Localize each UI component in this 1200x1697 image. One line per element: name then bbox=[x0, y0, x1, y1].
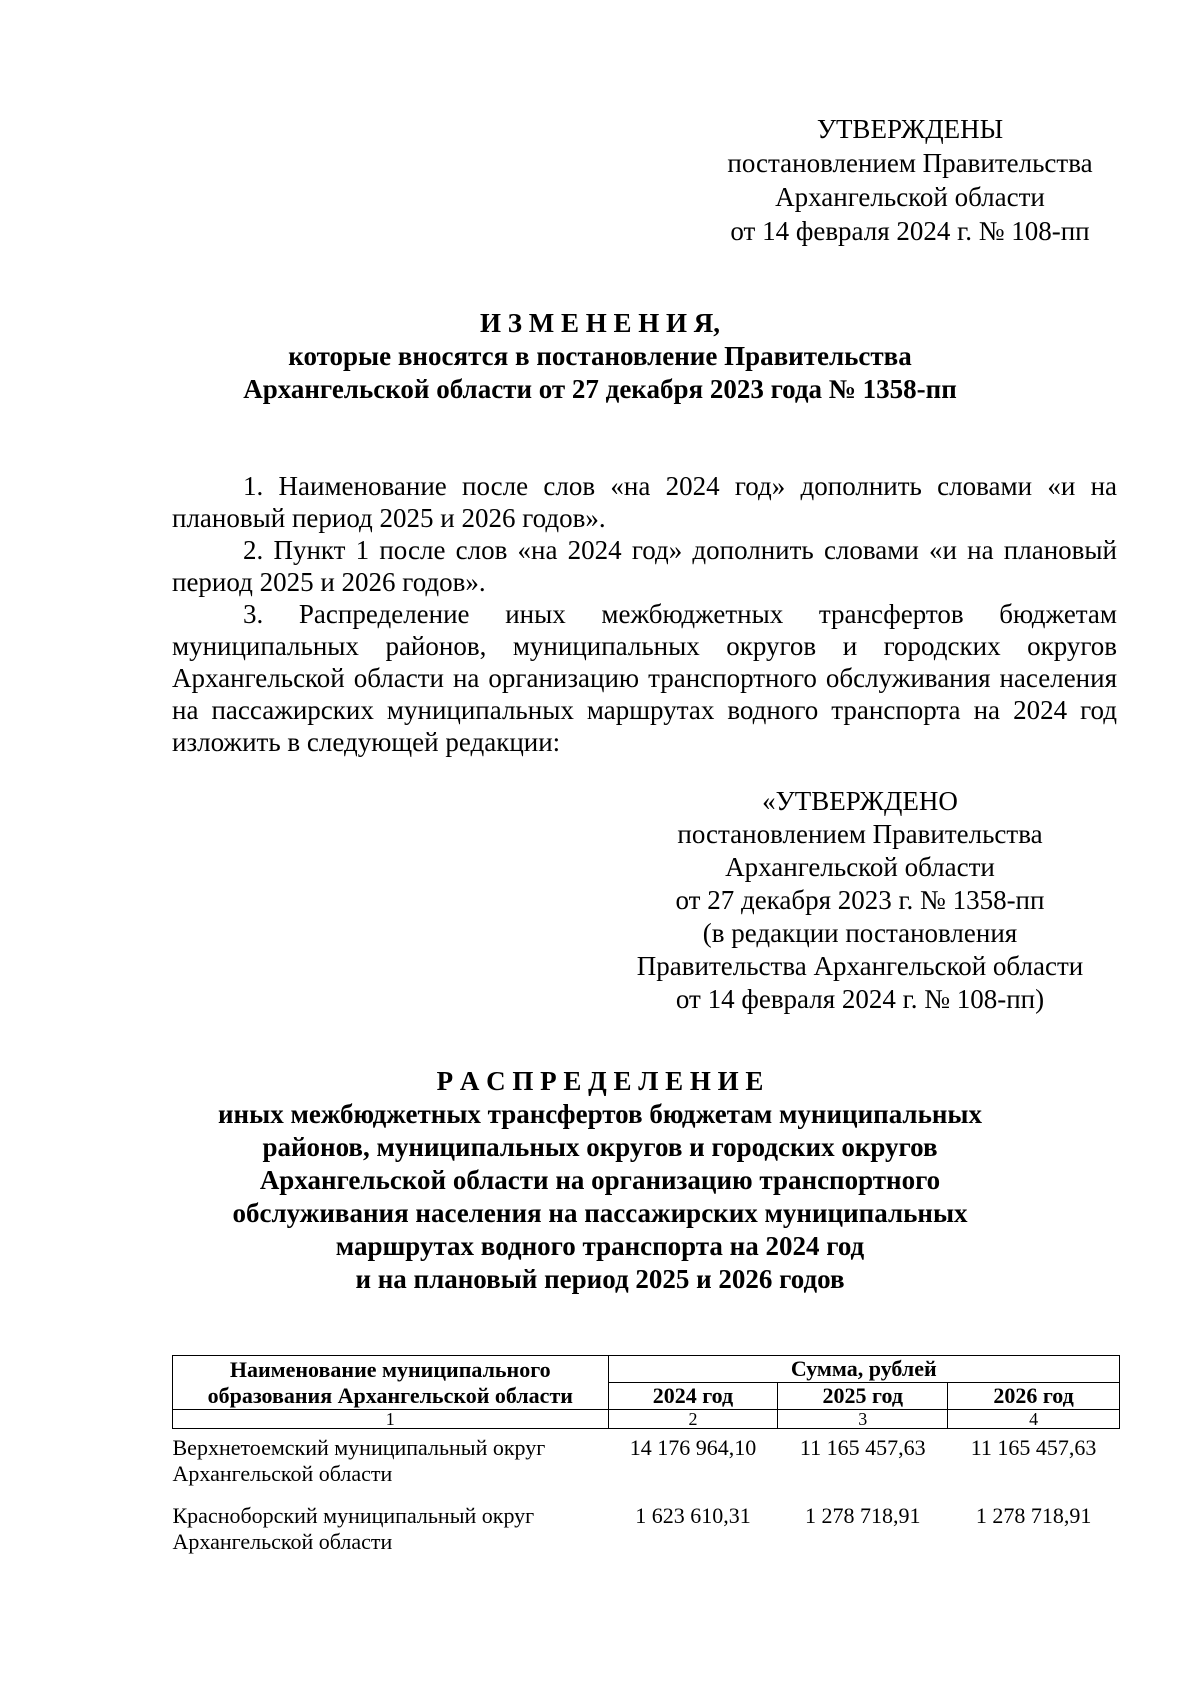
approval-line: от 14 февраля 2024 г. № 108-пп bbox=[730, 216, 1090, 246]
header-sum: Сумма, рублей bbox=[608, 1356, 1119, 1383]
distribution-subtitle-line: и на плановый период 2025 и 2026 годов bbox=[355, 1264, 845, 1294]
changes-subtitle-line: которые вносятся в постановление Правительства bbox=[288, 341, 912, 371]
paragraph-1: 1. Наименование после слов «на 2024 год» дополнить словами «и на плановый период 2025 и 2026 годов». bbox=[172, 471, 1117, 533]
amount-2024: 14 176 964,10 bbox=[629, 1435, 757, 1460]
table-header-row bbox=[173, 1356, 1120, 1383]
header-year-2025: 2025 год bbox=[778, 1383, 948, 1410]
approval-stamp bbox=[700, 112, 1120, 248]
amount-2026: 11 165 457,63 bbox=[970, 1435, 1097, 1460]
table-row bbox=[173, 1429, 1120, 1498]
distribution-subtitle-line: иных межбюджетных трансфертов бюджетам муниципальных bbox=[218, 1099, 982, 1129]
quoted-approval-line: «УТВЕРЖДЕНО bbox=[762, 786, 958, 816]
quoted-approval-line: постановлением Правительства bbox=[677, 819, 1043, 849]
column-number: 2 bbox=[608, 1410, 778, 1429]
approval-line: постановлением Правительства bbox=[727, 148, 1093, 178]
distribution-subtitle-line: районов, муниципальных округов и городских округов bbox=[262, 1132, 938, 1162]
paragraph-2: 2. Пункт 1 после слов «на 2024 год» дополнить словами «и на плановый период 2025 и 2026 годов». bbox=[172, 535, 1117, 597]
approval-line: УТВЕРЖДЕНЫ bbox=[816, 114, 1004, 144]
distribution-heading bbox=[150, 1065, 1050, 1296]
distribution-subtitle-line: обслуживания населения на пассажирских муниципальных bbox=[232, 1198, 968, 1228]
column-number: 1 bbox=[173, 1410, 609, 1429]
paragraph-3: 3. Распределение иных межбюджетных трансфертов бюджетам муниципальных районов, муниципальных округов и городских округов Архангельской области на организацию транспортного обслуживания населения на пассажирских муниципальных маршрутах водного транспорта на 2024 год изложить в следующей редакции: bbox=[172, 599, 1117, 757]
amendment-paragraphs bbox=[172, 470, 1117, 758]
column-number: 3 bbox=[778, 1410, 948, 1429]
changes-heading bbox=[150, 307, 1050, 406]
distribution-subtitle-line: Архангельской области на организацию транспортного bbox=[259, 1165, 941, 1195]
quoted-approval-line: от 27 декабря 2023 г. № 1358-пп bbox=[675, 885, 1045, 915]
amount-2026: 1 278 718,91 bbox=[975, 1503, 1092, 1528]
changes-subtitle-line: Архангельской области от 27 декабря 2023 года № 1358-пп bbox=[243, 374, 957, 404]
changes-title: И З М Е Н Е Н И Я, bbox=[479, 308, 720, 338]
distribution-title: Р А С П Р Е Д Е Л Е Н И Е bbox=[436, 1066, 764, 1096]
amount-2024: 1 623 610,31 bbox=[635, 1503, 751, 1528]
quoted-approval-line: Правительства Архангельской области bbox=[636, 951, 1084, 981]
municipality-name: Красноборский муниципальный округ Архангельской области bbox=[172, 1503, 535, 1554]
header-year-2026: 2026 год bbox=[948, 1383, 1120, 1410]
approval-line: Архангельской области bbox=[775, 182, 1045, 212]
quoted-approval-line: (в редакции постановления bbox=[702, 918, 1018, 948]
amount-2025: 1 278 718,91 bbox=[805, 1503, 921, 1528]
table-row bbox=[173, 1497, 1120, 1565]
amount-2025: 11 165 457,63 bbox=[799, 1435, 926, 1460]
municipality-name: Верхнетоемский муниципальный округ Архангельской области bbox=[172, 1435, 546, 1486]
column-number-row bbox=[173, 1410, 1120, 1429]
distribution-table bbox=[172, 1355, 1120, 1565]
quoted-approval-line: от 14 февраля 2024 г. № 108-пп) bbox=[675, 984, 1045, 1014]
quoted-approval-stamp bbox=[600, 785, 1120, 1016]
quoted-approval-line: Архангельской области bbox=[725, 852, 995, 882]
column-number: 4 bbox=[948, 1410, 1120, 1429]
distribution-subtitle-line: маршрутах водного транспорта на 2024 год bbox=[335, 1231, 865, 1261]
header-year-2024: 2024 год bbox=[608, 1383, 778, 1410]
header-municipality: Наименование муниципального образования Архангельской области bbox=[173, 1356, 609, 1410]
